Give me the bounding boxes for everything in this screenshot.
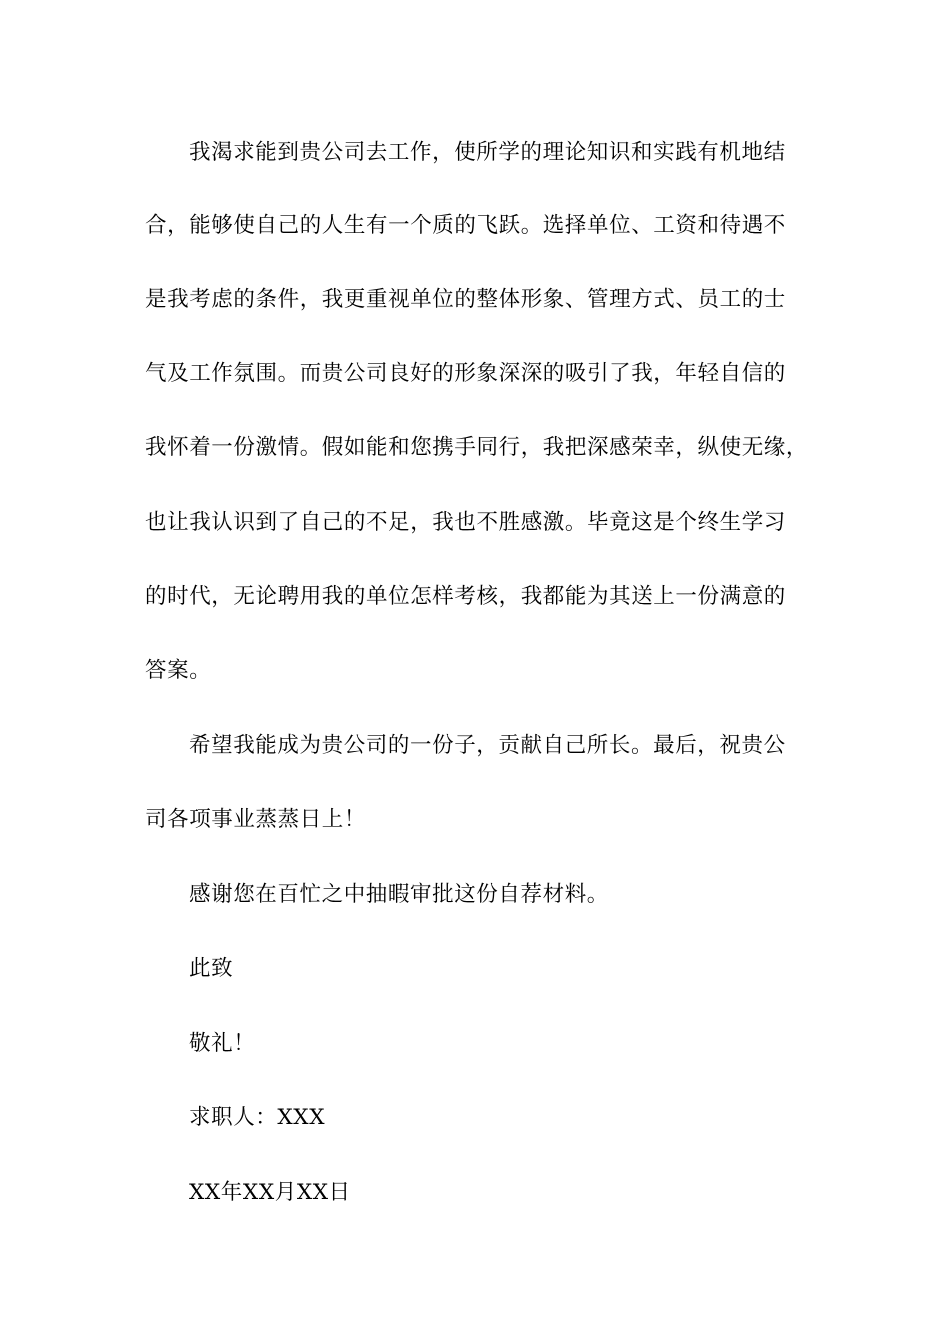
text-line: 希望我能成为贵公司的一份子，贡献自己所长。最后，祝贵公: [189, 733, 786, 758]
text-line: 合，能够使自己的人生有一个质的飞跃。选择单位、工资和待遇不: [145, 213, 786, 238]
thanks-line: 感谢您在百忙之中抽暇审批这份自荐材料。: [189, 882, 609, 907]
text-line: 我怀着一份激情。假如能和您携手同行，我把深感荣幸，纵使无缘，: [145, 435, 809, 460]
salute-line: 敬礼！: [189, 1031, 256, 1056]
text-line: 气及工作氛围。而贵公司良好的形象深深的吸引了我，年轻自信的: [145, 361, 786, 386]
text-line: 也让我认识到了自己的不足，我也不胜感激。毕竟这是个终生学习: [145, 510, 786, 535]
applicant-signature: 求职人：XXX: [189, 1105, 326, 1130]
text-line: 答案。: [145, 658, 212, 683]
text-line: 是我考虑的条件，我更重视单位的整体形象、管理方式、员工的士: [145, 287, 786, 312]
letter-date: XX年XX月XX日: [189, 1180, 351, 1205]
text-line: 的时代，无论聘用我的单位怎样考核，我都能为其送上一份满意的: [145, 584, 786, 609]
closing-line: 此致: [189, 956, 234, 981]
text-line: 我渴求能到贵公司去工作，使所学的理论知识和实践有机地结: [189, 140, 786, 165]
text-line: 司各项事业蒸蒸日上！: [145, 807, 367, 832]
